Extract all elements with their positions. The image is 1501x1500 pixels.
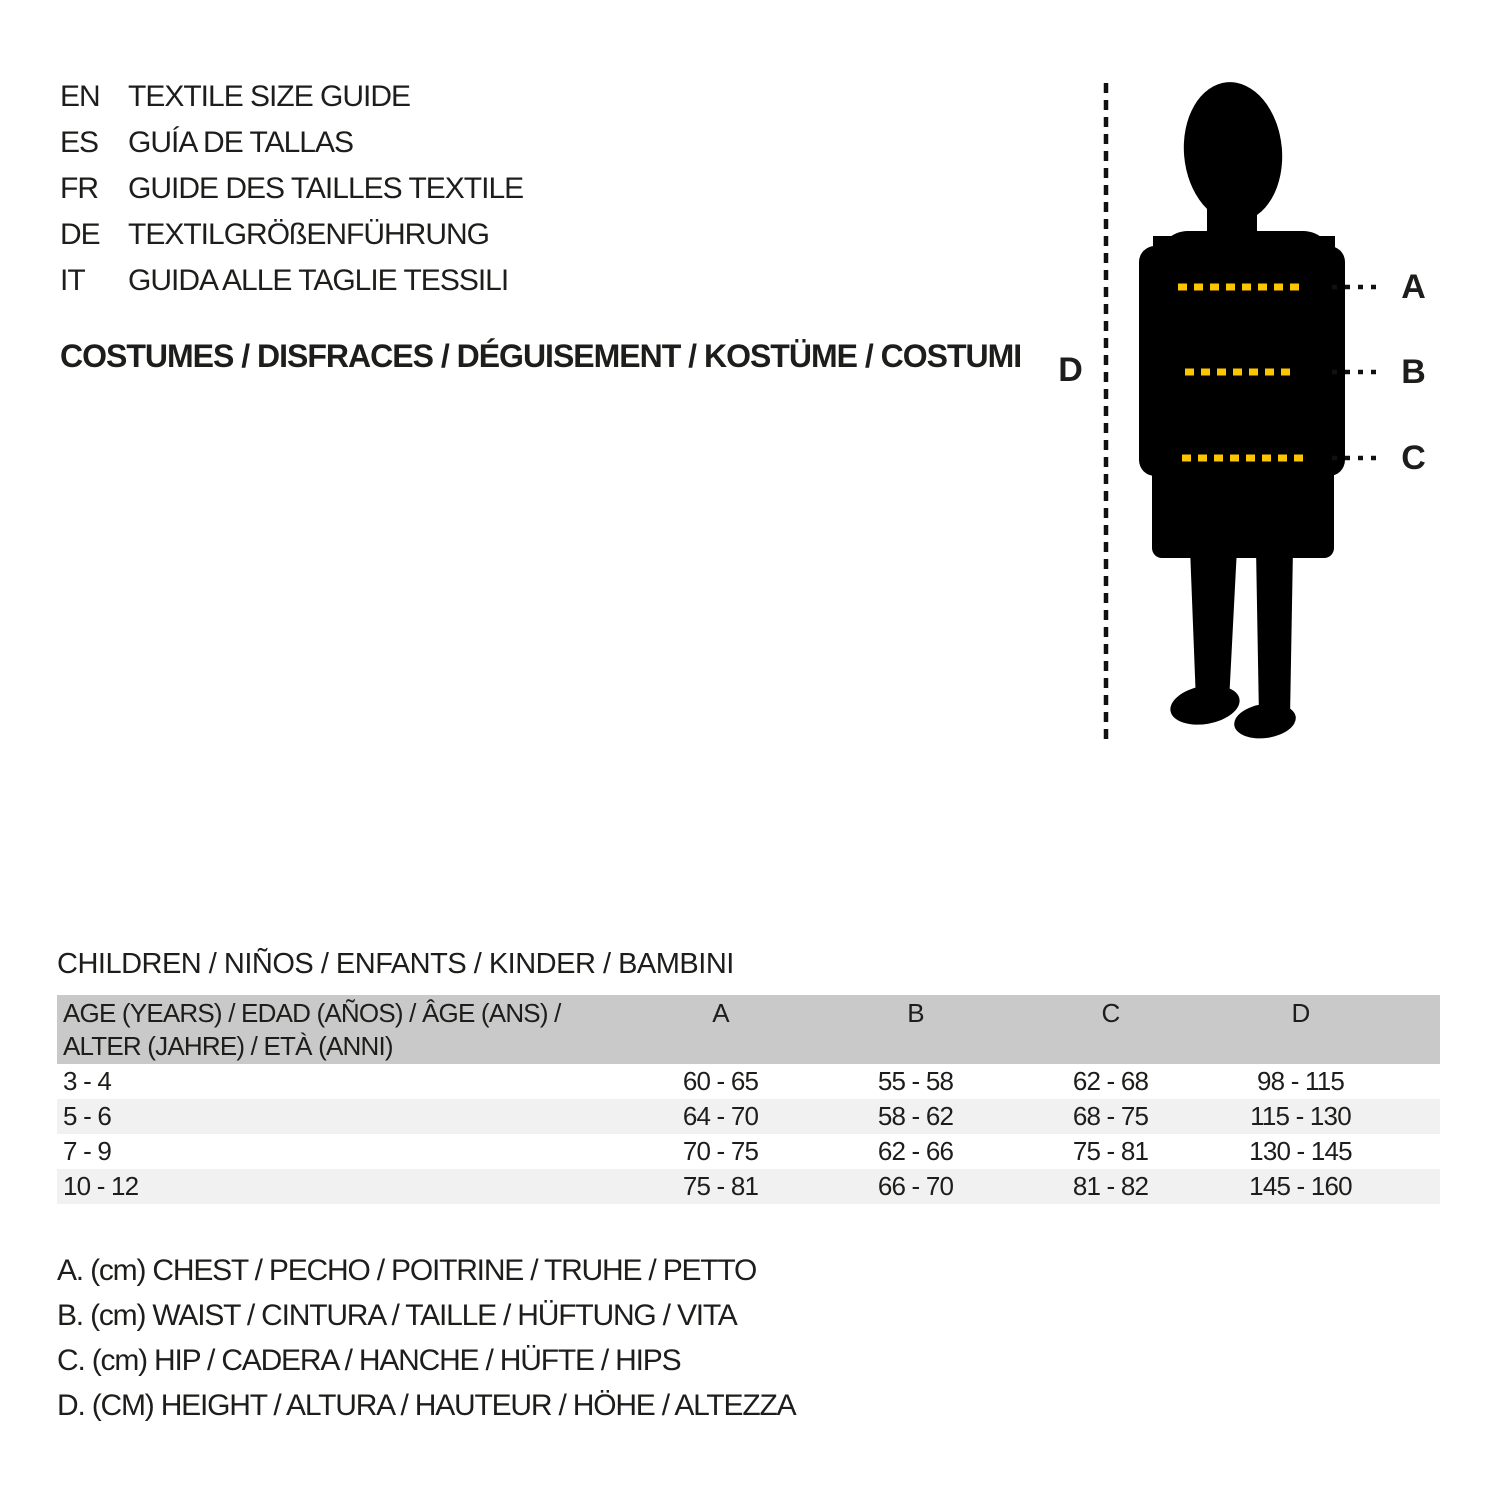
language-row-it [60,258,523,304]
chest-cell: 60 - 65 [682,1066,759,1096]
category-title: COSTUMES / DISFRACES / DÉGUISEMENT / KOSTÜME / COSTUMI [60,338,1022,374]
language-code: DE [60,218,100,251]
label-hip-c: C [1401,439,1425,477]
hip-cell: 75 - 81 [1072,1136,1149,1166]
table-row [57,1099,1440,1134]
age-header-line2: ALTER (JAHRE) / ETÀ (ANNI) [63,1031,393,1061]
measurement-figure [1040,60,1500,760]
age-column-header [57,997,623,1064]
row-spacer [1393,1169,1440,1204]
language-label: TEXTILE SIZE GUIDE [128,80,411,113]
waist-cell: 62 - 66 [877,1136,954,1166]
column-header-d: D [1291,998,1310,1028]
row-spacer [1393,1064,1440,1099]
legend-chest: A. (cm) CHEST / PECHO / POITRINE / TRUHE / PETTO [57,1254,757,1287]
age-cell: 3 - 4 [63,1066,112,1096]
table-row [57,1169,1440,1204]
table-row [57,1134,1440,1169]
waist-cell: 66 - 70 [877,1171,954,1201]
language-label: GUIDE DES TAILLES TEXTILE [128,172,524,205]
size-table-body [57,1064,1440,1204]
language-row-es [60,120,523,166]
size-table-header [57,995,1440,1064]
language-list [60,74,523,304]
height-cell: 98 - 115 [1256,1066,1345,1096]
language-code: EN [60,80,100,113]
row-spacer [1393,1099,1440,1134]
column-header-b: B [907,998,924,1028]
height-cell: 130 - 145 [1249,1136,1352,1166]
language-label: GUÍA DE TALLAS [128,126,353,159]
column-header-a: A [712,998,729,1028]
hip-cell: 68 - 75 [1072,1101,1149,1131]
measurement-legend [57,1248,795,1428]
language-code: FR [60,172,98,205]
chest-cell: 64 - 70 [682,1101,759,1131]
header-spacer [1393,997,1440,1064]
table-row [57,1064,1440,1099]
label-height-d: D [1058,351,1082,389]
waist-cell: 58 - 62 [877,1101,954,1131]
child-silhouette-svg [1040,60,1500,760]
language-code: IT [60,264,85,297]
language-row-de [60,212,523,258]
language-row-en [60,74,523,120]
chest-cell: 75 - 81 [682,1171,759,1201]
height-cell: 145 - 160 [1249,1171,1352,1201]
language-code: ES [60,126,99,159]
hip-cell: 62 - 68 [1072,1066,1149,1096]
language-label: TEXTILGRÖßENFÜHRUNG [128,218,490,251]
language-label: GUIDA ALLE TAGLIE TESSILI [128,264,509,297]
column-header-c: C [1101,998,1120,1028]
age-cell: 5 - 6 [63,1101,112,1131]
size-table [57,995,1440,1204]
row-spacer [1393,1134,1440,1169]
language-row-fr [60,166,523,212]
label-chest-a: A [1401,268,1425,306]
height-cell: 115 - 130 [1250,1101,1351,1131]
hip-cell: 81 - 82 [1072,1171,1149,1201]
waist-cell: 55 - 58 [877,1066,954,1096]
age-cell: 7 - 9 [63,1136,112,1166]
legend-hip: C. (cm) HIP / CADERA / HANCHE / HÜFTE / HIPS [57,1344,681,1377]
child-silhouette [1139,78,1345,742]
legend-waist: B. (cm) WAIST / CINTURA / TAILLE / HÜFTUNG / VITA [57,1299,737,1332]
age-cell: 10 - 12 [63,1171,139,1201]
legend-height: D. (CM) HEIGHT / ALTURA / HAUTEUR / HÖHE / ALTEZZA [57,1389,796,1422]
age-header-line1: AGE (YEARS) / EDAD (AÑOS) / ÂGE (ANS) / [63,998,561,1028]
table-section-title: CHILDREN / NIÑOS / ENFANTS / KINDER / BAMBINI [57,948,734,980]
label-waist-b: B [1401,353,1425,391]
chest-cell: 70 - 75 [682,1136,759,1166]
